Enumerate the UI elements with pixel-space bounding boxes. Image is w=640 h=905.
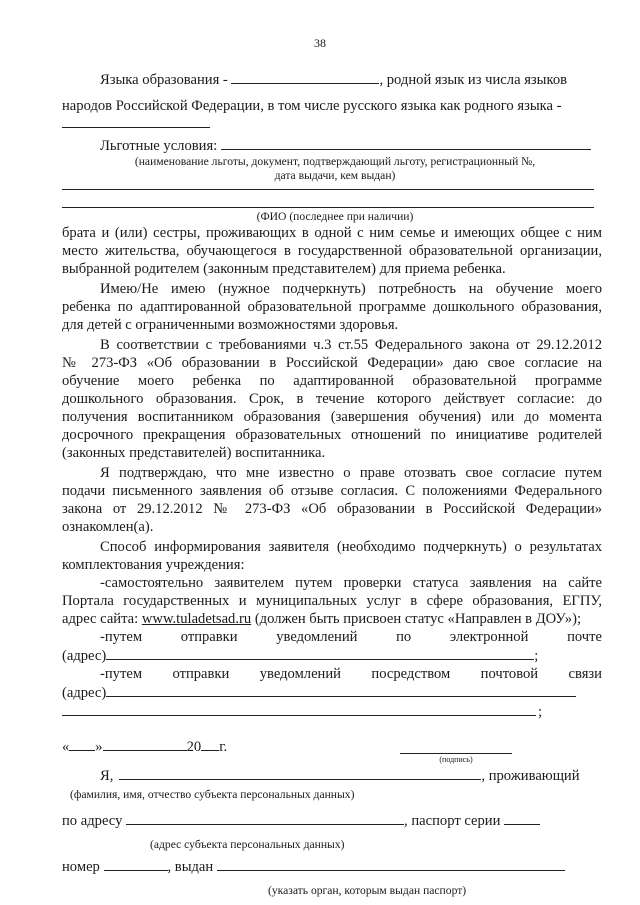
date-year-suffix: г. xyxy=(219,739,228,755)
consent-line-6: досрочного прекращения образовательных отношений по инициативе родителей xyxy=(62,427,602,443)
issued-label: , выдан xyxy=(167,859,214,875)
date-day-field[interactable] xyxy=(69,738,95,751)
email-address-line xyxy=(62,647,602,665)
site-label: адрес сайта: xyxy=(62,611,139,627)
siblings-line-2: место жительства, обучающегося в государственной образовательной организации, xyxy=(62,243,602,259)
fio-hint: (ФИО (последнее при наличии) xyxy=(256,210,414,223)
email-address-label: (адрес) xyxy=(62,648,107,664)
siblings-line-1: брата и (или) сестры, проживающих в одной с ним семье и имеющих общее с ним xyxy=(62,225,602,241)
consent-line-7: (законных представителей) воспитанника. xyxy=(62,445,326,461)
page-number: 38 xyxy=(314,36,326,50)
site-line xyxy=(62,610,602,628)
date-line xyxy=(62,738,602,756)
site-status-note: (должен быть присвоен статус «Направлен в ДОУ»); xyxy=(254,611,582,627)
post-address-line xyxy=(62,684,602,702)
confirm-line-3: закона от 29.12.2012 № 273-ФЗ «Об образовании в Российской Федерации» xyxy=(62,501,602,517)
subject-fio-field[interactable] xyxy=(119,767,481,780)
inform-line-1: Способ информирования заявителя (необходимо подчеркнуть) о результатах xyxy=(100,539,602,555)
consent-line-5: получения воспитанником образования (завершения обучения) или до момента xyxy=(62,409,602,425)
native-language-label: , родной язык из числа языков xyxy=(379,72,568,88)
inform-line-2: комплектования учреждения: xyxy=(62,557,245,573)
consent-line-3: обучение моего ребенка по адаптированной образовательной программе xyxy=(62,373,602,389)
subject-line xyxy=(100,767,602,785)
subject-fio-hint: (фамилия, имя, отчество субъекта персональных данных) xyxy=(70,788,355,801)
benefits-field[interactable] xyxy=(221,137,591,150)
confirm-line-2: подачи письменного заявления об отзыве согласия. С положениями Федерального xyxy=(62,483,602,499)
benefits-field-line-2[interactable] xyxy=(62,189,594,190)
native-language-field[interactable] xyxy=(62,127,210,128)
semicolon: ; xyxy=(534,648,539,664)
semicolon: ; xyxy=(538,704,543,720)
subject-address-field[interactable] xyxy=(126,812,404,825)
passport-series-label: , паспорт серии xyxy=(404,813,501,829)
benefits-hint-2: дата выдачи, кем выдан) xyxy=(274,169,396,182)
passport-number-field[interactable] xyxy=(104,858,168,871)
date-year-prefix: 20 xyxy=(186,739,202,755)
confirm-line-4: ознакомлен(а). xyxy=(62,519,154,535)
date-year-field[interactable] xyxy=(201,738,219,751)
post-address-field[interactable] xyxy=(106,684,576,697)
email-address-field[interactable] xyxy=(106,647,534,660)
quote-close: » xyxy=(95,739,103,755)
consent-line-2: № 273-ФЗ «Об образовании в Российской Федерации» даю свое согласие на xyxy=(62,355,602,371)
confirm-line-1: Я подтверждаю, что мне известно о праве отозвать свое согласие путем xyxy=(100,465,602,481)
post-option: -путем отправки уведомлений посредством почтовой связи xyxy=(100,666,602,682)
subject-address-hint: (адрес субъекта персональных данных) xyxy=(150,838,345,851)
issuer-hint: (указать орган, которым выдан паспорт) xyxy=(268,884,467,897)
post-address-field-line-2[interactable] xyxy=(62,715,536,716)
adapted-line-3: для детей с ограниченными возможностями здоровья. xyxy=(62,317,399,333)
language-line-1 xyxy=(100,71,602,89)
passport-issuer-field[interactable] xyxy=(217,858,565,871)
benefits-field-line-3[interactable] xyxy=(62,207,594,208)
benefits-line xyxy=(100,137,602,155)
residing-label: , проживающий xyxy=(481,768,580,784)
post-address-label: (адрес) xyxy=(62,685,107,701)
passport-number-line xyxy=(62,858,602,876)
benefits-hint-1: (наименование льготы, документ, подтверждающий льготу, регистрационный №, xyxy=(134,155,536,168)
adapted-line-2: ребенка по адаптированной образовательной программе дошкольного образования, xyxy=(62,299,602,315)
consent-line-4: дошкольного образования. Срок, в течение которого действует согласие: до xyxy=(62,391,602,407)
email-option: -путем отправки уведомлений по электронной почте xyxy=(100,629,602,645)
language-label: Языка образования - xyxy=(100,72,228,88)
passport-series-field[interactable] xyxy=(504,812,540,825)
number-label: номер xyxy=(62,859,100,875)
site-link[interactable]: www.tuladetsad.ru xyxy=(141,611,252,627)
education-language-field[interactable] xyxy=(231,71,379,84)
quote-open: « xyxy=(62,739,70,755)
adapted-line-1: Имею/Не имею (нужное подчеркнуть) потребность на обучение моего xyxy=(100,281,602,297)
siblings-line-3: выбранной родителем (законным представителем) для приема ребенка. xyxy=(62,261,506,277)
signature-hint: (подпись) xyxy=(439,755,473,764)
self-check-line-1: -самостоятельно заявителем путем проверки статуса заявления на сайте xyxy=(100,575,602,591)
language-line-2: народов Российской Федерации, в том числе русского языка как родного языка - xyxy=(62,98,562,114)
address-label: по адресу xyxy=(62,813,123,829)
date-month-field[interactable] xyxy=(103,738,187,751)
ya-label: Я, xyxy=(100,768,114,784)
consent-line-1: В соответствии с требованиями ч.3 ст.55 Федерального закона от 29.12.2012 xyxy=(100,337,602,353)
self-check-line-2: Портала государственных и муниципальных услуг в сфере образования, ЕГПУ, xyxy=(62,593,602,609)
address-line xyxy=(62,812,602,830)
signature-field[interactable] xyxy=(400,753,512,754)
benefits-label: Льготные условия: xyxy=(100,138,218,154)
